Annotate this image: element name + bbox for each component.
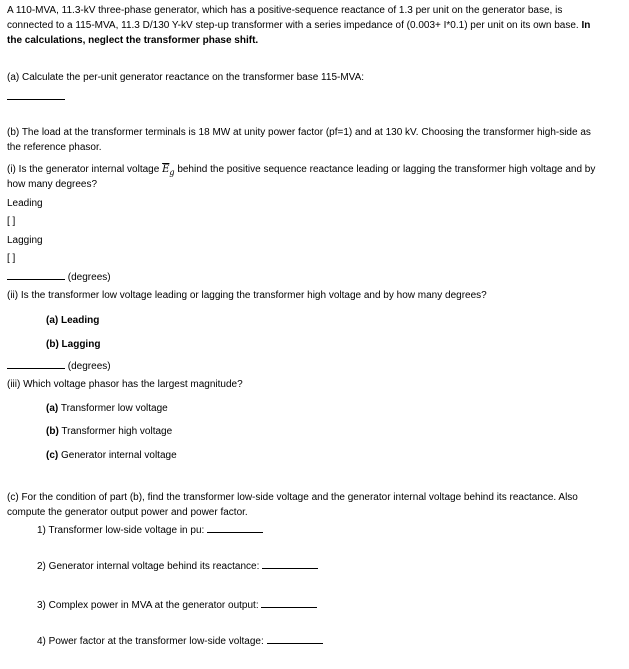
eg-subscript: g [169,168,175,177]
intro-line-2-text: connected to a 115-MVA, 11.3 D/130 Y-kV step-up transformer with a series impedance of (0.003+ I*0.1) per unit on its own base. [7,20,579,31]
part-b-line-1: (b) The load at the transformer terminals is 18 MW at unity power factor (pf=1) and at 130 kV. Choosing the transformer high-side as [7,127,591,138]
option-lagging-checkbox[interactable]: [ ] [7,253,16,264]
q2-option-b[interactable]: (b) Lagging [46,339,101,350]
q3-option-a[interactable] [46,401,168,416]
item-4-blank[interactable] [267,634,323,644]
part-b-line-2: the reference phasor. [7,142,102,153]
intro-line-3: the calculations, neglect the transformer phase shift. [7,35,259,46]
part-c-item-4 [37,634,323,649]
part-c-line-2: compute the generator output power and power factor. [7,507,248,518]
part-a-question: (a) Calculate the per-unit generator reactance on the transformer base 115-MVA: [7,72,365,83]
q3-option-a-label: (a) [46,403,59,414]
q1-degrees-blank[interactable] [7,270,65,280]
q3-option-b-text: Transformer high voltage [61,426,173,437]
intro-line-2 [7,18,590,33]
q3-option-c[interactable] [46,448,177,463]
q3-option-b[interactable] [46,424,172,439]
item-1-blank[interactable] [207,523,263,533]
option-lagging-label: Lagging [7,235,43,246]
part-c-item-2 [37,559,318,574]
q2-degrees-row [7,359,111,374]
q3-option-c-text: Generator internal voltage [61,450,177,461]
q1-prefix: (i) Is the generator internal voltage [7,164,160,175]
item-3-label: 3) Complex power in MVA at the generator output: [37,600,259,611]
q1-degrees-unit: (degrees) [67,272,111,283]
part-c-item-1 [37,523,263,538]
q2-option-a[interactable]: (a) Leading [46,315,100,326]
part-b-q1-line-2: how many degrees? [7,179,98,190]
part-b-q2: (ii) Is the transformer low voltage leading or lagging the transformer high voltage and by how many degrees? [7,290,487,301]
part-b-q3: (iii) Which voltage phasor has the largest magnitude? [7,379,243,390]
eg-symbol: $\overline{E}$ [162,164,170,175]
q3-option-c-label: (c) [46,450,59,461]
q3-option-a-text: Transformer low voltage [60,403,168,414]
intro-line-2-bold: In [581,20,591,31]
item-3-blank[interactable] [261,598,317,608]
part-c-item-3 [37,598,317,613]
item-4-label: 4) Power factor at the transformer low-side voltage: [37,636,264,647]
q3-option-b-label: (b) [46,426,59,437]
part-c-line-1: (c) For the condition of part (b), find the transformer low-side voltage and the generator internal voltage behind its reactance. Also [7,492,578,503]
option-leading-checkbox[interactable]: [ ] [7,216,16,227]
q2-degrees-blank[interactable] [7,359,65,369]
item-2-blank[interactable] [262,559,318,569]
q1-degrees-row [7,270,111,285]
item-1-label: 1) Transformer low-side voltage in pu: [37,525,205,536]
q2-degrees-unit: (degrees) [67,361,111,372]
intro-line-1: A 110-MVA, 11.3-kV three-phase generator, which has a positive-sequence reactance of 1.3 per unit on the generator base, is [7,5,563,16]
q1-suffix: behind the positive sequence reactance leading or lagging the transformer high voltage and by [177,164,596,175]
part-a-answer-blank[interactable] [7,90,65,100]
item-2-label: 2) Generator internal voltage behind its reactance: [37,561,260,572]
option-leading-label: Leading [7,198,43,209]
